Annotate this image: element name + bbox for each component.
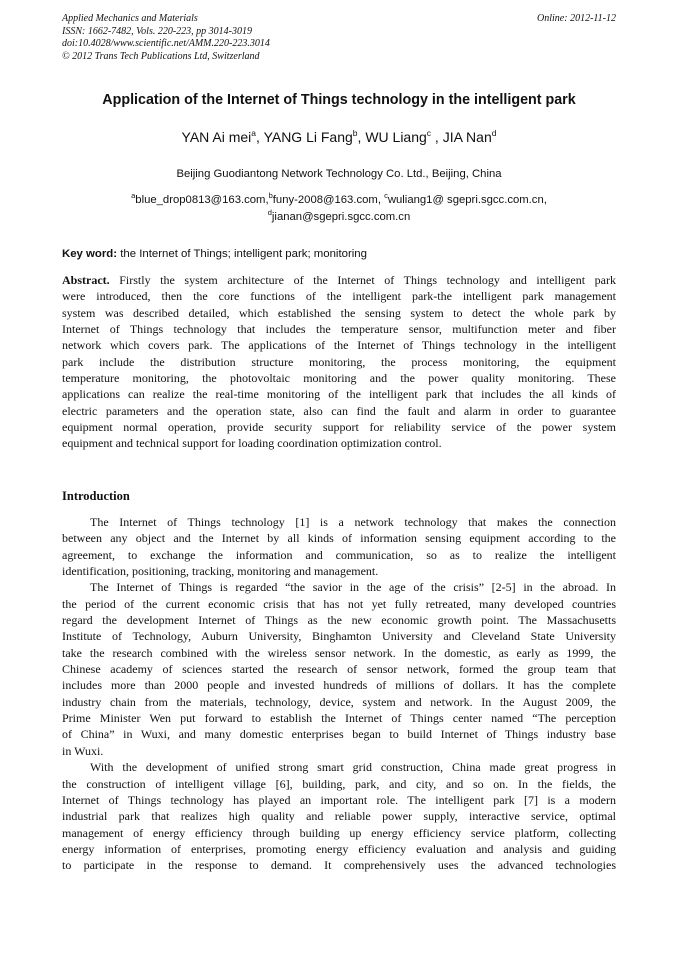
email-c: wuliang1@ sgepri.sgcc.com.cn, [387,194,547,206]
paragraph-line: the construction of intelligent village [6], building, park, and city, and so on. In the fields, the [62,776,616,791]
abstract-line: network which covers park. The applications of the Internet of Things technology in the intelligent [62,338,616,353]
paragraph-line: management of energy efficiency through building up energy efficiency service platform, collecting [62,825,616,840]
email-b: funy-2008@163.com, [272,194,385,206]
email-superscript: c [384,191,388,200]
email-d: jianan@sgepri.sgcc.com.cn [271,210,411,223]
abstract-line: Abstract. Firstly the system architecture of the Internet of Things technology and intelligent park [62,273,616,287]
email-superscript: d [267,207,272,217]
section-heading-introduction: Introduction [62,489,130,503]
abstract-label: Abstract. [62,273,110,287]
paragraph-line: industrial park that realizes high quality and reliable power supply, interactive service, optimal [62,809,616,824]
email-superscript: b [268,191,273,200]
paragraph-line: take the research combined with the wireless sensor network. In the domestic, as early as 1999, the [62,645,616,660]
email-a: blue_drop0813@163.com, [135,194,269,206]
paragraph-line: Prime Minister Wen put forward to establish the Internet of Things center named “The perception [62,711,616,726]
paragraph-line: energy information of enterprises, promoting energy efficiency evaluation and analysis and guiding [62,841,616,856]
abstract-line: system was described detailed, which established the sensing system to detect the whole park by [62,305,616,320]
author-name: YAN Ai mei [181,129,252,145]
keywords [62,248,616,260]
abstract-line: applications can realize the real-time monitoring of the intelligent park that includes the all kinds of [62,387,616,402]
paragraph-line: With the development of unified strong smart grid construction, China made great progress in [90,760,616,775]
abstract-line: temperature monitoring, the photovoltaic monitoring and the power quality monitoring. These [62,371,616,386]
abstract-line: Internet of Things technology that includes the temperature sensor, multifunction meter and fiber [62,322,616,337]
keywords-text: the Internet of Things; intelligent park; monitoring [117,248,367,260]
online-date: Online: 2012-11-12 [537,13,616,24]
paragraph-line: identification, positioning, tracking, monitoring and management. [62,564,379,579]
journal-header [62,13,616,63]
paragraph-line: Internet of Things technology has played an important role. The intelligent park [7] is a modern [62,792,616,807]
paragraph-line: in Wuxi. [62,743,104,758]
abstract-line: were introduced, then the core functions of the intelligent park-the intelligent park management [62,289,616,304]
author-name: JIA Nan [442,129,492,145]
author-separator: , [357,129,366,145]
paragraph-line: Chinese academy of sciences started the research of sensor network, formed the group team that [62,662,616,677]
paper-title: Application of the Internet of Things technology in the intelligent park [102,92,576,108]
paragraph-line: regard the development Internet of Things as the new economic growth point. The Massachusetts [62,613,616,628]
abstract [62,272,616,452]
abstract-line: park include the distribution structure monitoring, the process monitoring, the equipment [62,354,616,369]
author-list [0,129,678,145]
issn-line: ISSN: 1662-7482, Vols. 220-223, pp 3014-3019 [62,25,252,37]
paragraph-line: The Internet of Things technology [1] is a network technology that makes the connection [90,515,616,529]
paragraph-line: of China” in Wuxi, and many domestic enterprises began to build Internet of Things industry base [62,727,616,742]
paragraph-line: The Internet of Things is regarded “the savior in the age of the crisis” [2-5] in the abroad. In [90,580,616,595]
doi-line: doi:10.4028/www.scientific.net/AMM.220-223.3014 [62,38,270,50]
author-name: WU Liang [365,129,427,145]
paragraph-line: between any object and the Internet by all kinds of information sensing equipment according to the [62,531,616,546]
abstract-line: equipment normal operation, provide security support for reliability service of the power system [62,420,616,435]
paragraph-line: industry chain from the materials, technology, device, system and network. In the August 2009, the [62,694,616,709]
paragraph-line: Institute of Technology, Auburn University, Binghamton University and Cleveland State University [62,629,616,644]
email-line-1 [0,192,678,209]
paragraph-line: to participate in the response to demand. It comprehensively uses the advanced technologies [62,858,616,873]
paragraph-line: the period of the current economic crisis that has not yet fully retreated, many developed countries [62,596,616,611]
email-line-2 [0,209,678,226]
abstract-line: electric parameters and the operation state, also can find the fault and alarm in order to guarantee [62,403,616,418]
author-superscript: b [352,128,358,138]
author-separator: , [256,129,264,145]
paragraph-line: agreement, to exchange the information and communication, so as to realize the intelligent [62,547,616,562]
author-superscript: d [491,128,497,138]
paragraph-line: includes more than 2000 people and invested hundreds of millions of dollars. It has the complete [62,678,616,693]
keywords-label: Key word: [62,248,118,260]
author-separator: , [431,129,443,145]
email-superscript: a [131,191,136,200]
abstract-line: equipment and technical support for loading coordination optimization control. [62,436,442,451]
author-superscript: a [251,128,257,138]
author-emails [0,192,678,225]
introduction-body [62,514,616,874]
journal-name: Applied Mechanics and Materials [62,13,198,24]
copyright-line: © 2012 Trans Tech Publications Ltd, Switzerland [62,50,260,62]
author-name: YANG Li Fang [263,129,353,145]
author-superscript: c [426,128,432,138]
affiliation: Beijing Guodiantong Network Technology Co. Ltd., Beijing, China [176,168,502,180]
